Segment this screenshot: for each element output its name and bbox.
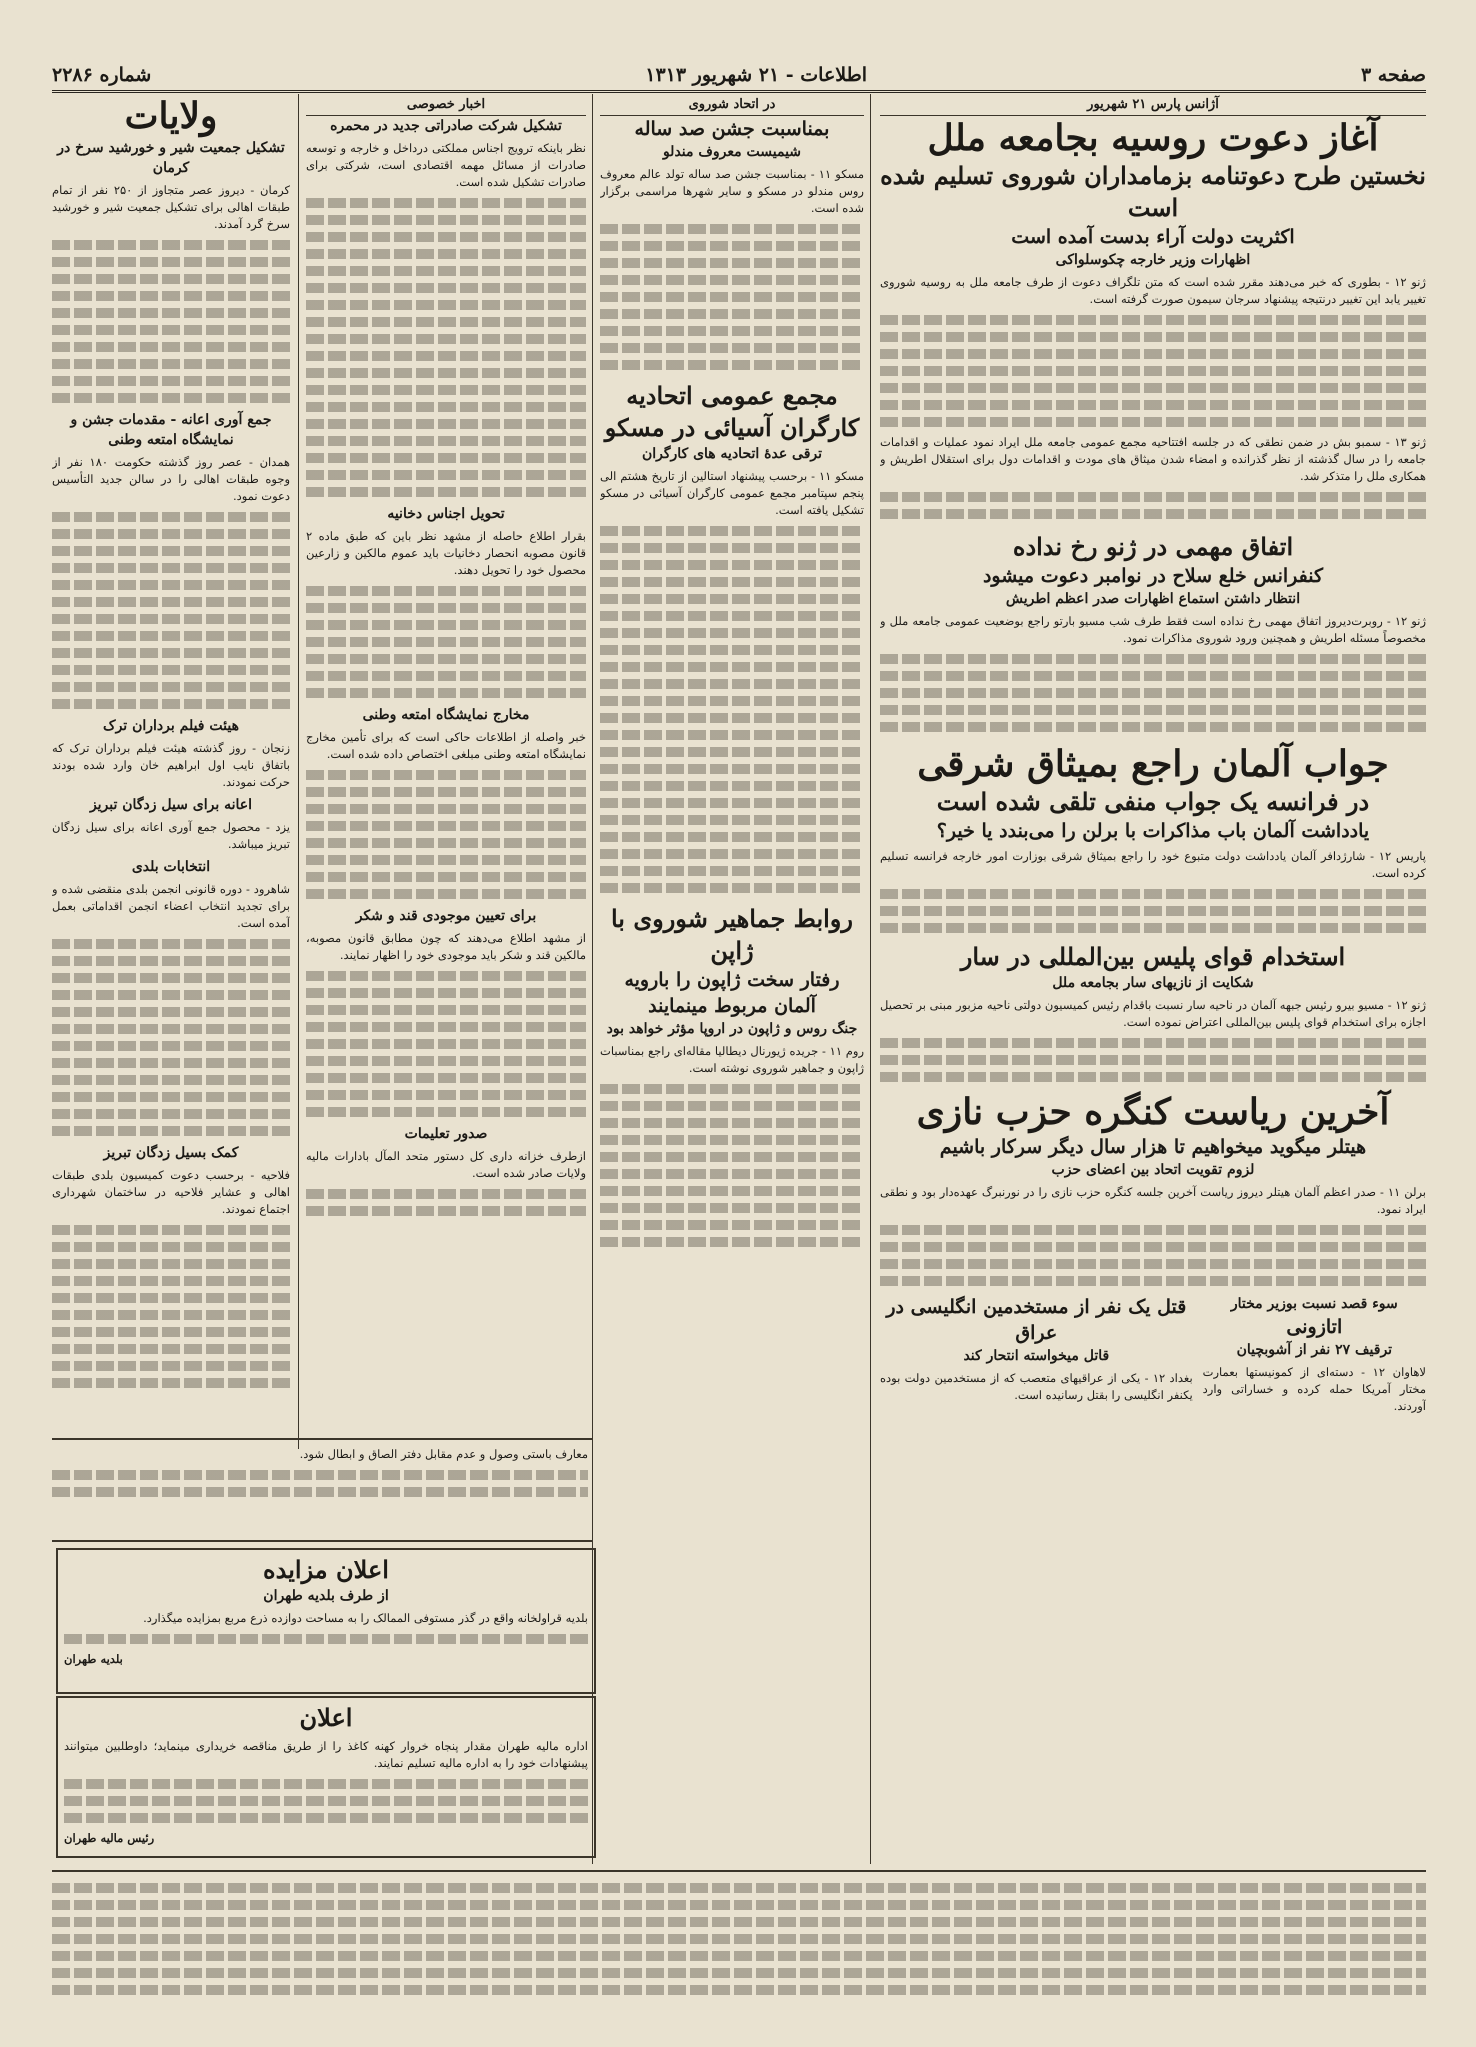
germany-headline: جواب آلمان راجع بمیثاق شرقی <box>917 743 1389 785</box>
japan-subheadline: رفتار سخت ژاپون را بارویه <box>624 969 840 991</box>
bottom-continuation <box>52 1876 1426 2026</box>
date-line: اطلاعات - ۲۱ شهریور ۱۳۱۳ <box>645 64 868 86</box>
special-headline: مخارج نمایشگاه امتعه وطنی <box>362 707 530 723</box>
column-rule <box>870 94 871 1864</box>
japan-subheadline: جنگ روس و ژاپون در اروپا مؤثر خواهد بود <box>606 1021 858 1037</box>
masthead <box>52 52 1426 93</box>
attack-body: لاهاوان ۱۲ - دسته‌ای از کمونیستها بعمارت مختار آمریکا حمله کرده و خساراتی وارد آوردند. <box>1202 1365 1426 1413</box>
lead-column <box>880 94 1426 1864</box>
iraq-story <box>880 1294 1193 1419</box>
notice-rule <box>52 1438 592 1440</box>
germany-subheadline: یادداشت آلمان باب مذاکرات با برلن را می‌بندد یا خیر؟ <box>936 820 1370 842</box>
special-body: نظر باینکه ترویج اجناس مملکتی درداخل و خارجه و توسعه صادرات از مسائل مهمه اقتصادی است، شرکتی برای صادرات تشکیل شده است. <box>306 141 586 189</box>
province-body: فلاحیه - برحسب دعوت کمیسیون بلدی طبقات اهالی و عشایر فلاحیه در ساختمان شهرداری اجتماع نمودند. <box>52 1168 290 1216</box>
germany-body: پاریس ۱۲ - شارژدافر آلمان یادداشت دولت متبوع خود را راجع بمیثاق شرقی بوزارت امور خارجه فرانسه تسلیم کرده است. <box>880 849 1426 880</box>
attack-subheadline: اتازونی <box>1286 1316 1343 1338</box>
congress-subheadline: ترقی عدهٔ اتحادیه های کارگران <box>641 446 823 462</box>
notice-body: اداره مالیه طهران مقدار پنجاه خروار کهنه کاغذ را از طریق مناقصه خریداری مینماید؛ داوطلبین میتوانند پیشنهادات خود را به اداره مالیه تسلیم نمایند. <box>64 1739 588 1770</box>
lead-body: ژنو ۱۳ - سمبو بش در ضمن نطقی که در جلسه افتتاحیه مجمع عمومی جامعه ملل ایراد نمود عملیات و اقدامات جامعه را در سال گذشته از نظر گذرانده و امضاء شدن میثاق های مودت و اقدامات دول برای استقلال اطریش و همکاری ملل را متذکر شد. <box>880 435 1426 483</box>
lead-subheadline: نخستین طرح دعوتنامه بزمامداران شوروی تسلیم شده است <box>880 161 1426 222</box>
attack-headline: سوء قصد نسبت بوزیر مختار <box>1230 1296 1398 1312</box>
special-headline: تشکیل شرکت صادراتی جدید در محمره <box>330 118 562 134</box>
nazi-body: برلن ۱۱ - صدر اعظم آلمان هیتلر دیروز ریاست آخرین جلسه کنگره حزب نازی را در نورنبرگ عهده‌دار بود و نطقی ایراد نمود. <box>880 1185 1426 1216</box>
notice <box>56 1696 596 1858</box>
congress-body: مسکو ۱۱ - برحسب پیشنهاد استالین از تاریخ هشتم الی پنجم سپتامبر مجمع عمومی کارگران آسیائی در مسکو تشکیل یافته است. <box>600 469 864 517</box>
geneva-note: انتظار داشتن استماع اظهارات صدر اعظم اطریش <box>1005 591 1301 607</box>
lead-body: ژنو ۱۲ - بطوری که خبر می‌دهند مقرر شده است که متن تلگراف دعوت از طرف جامعه ملل به روسیه شوروی تغییر یابد این تغییر درنتیجه پیشنهاد سرجان سیمون صورت گرفته است. <box>880 275 1426 306</box>
geneva-subheadline: کنفرانس خلع سلاح در نوامبر دعوت میشود <box>982 565 1324 587</box>
province-body: زنجان - روز گذشته هیئت فیلم برداران ترک که باتفاق نایب اول ابراهیم خان وارد شده بودند حرکت نمودند. <box>52 741 290 789</box>
japan-subheadline: آلمان مربوط مینمایند <box>648 995 816 1017</box>
province-body: شاهرود - دوره قانونی انجمن بلدی منقضی شده و برای تجدید انتخاب اعضاء انجمن اقداماتی بعمل آمده است. <box>52 882 290 930</box>
special-body: از مشهد اطلاع می‌دهند که چون مطابق قانون مصوبه، مالکین قند و شکر باید موجودی خود را اظهار نمایند. <box>306 931 586 962</box>
province-headline: هیئت فیلم برداران ترک <box>103 718 239 734</box>
lead-subheadline: اکثریت دولت آراء بدست آمده است <box>1011 226 1295 248</box>
province-headline: تشکیل جمعیت شیر و خورشید سرخ در کرمان <box>57 140 285 176</box>
section-label: آژانس پارس ۲۱ شهریور <box>880 94 1426 116</box>
saar-subheadline: شکایت از نازیهای سار بجامعه ملل <box>1052 975 1254 991</box>
attack-story <box>1203 1294 1426 1419</box>
auction-footer: بلدیه طهران <box>64 1652 123 1666</box>
geneva-headline: اتفاق مهمی در ژنو رخ نداده <box>1012 532 1294 561</box>
special-news-column <box>306 94 586 1434</box>
section-label: اخبار خصوصی <box>306 94 586 116</box>
page-number: صفحه ۳ <box>1360 64 1426 86</box>
auction-subtitle: از طرف بلدیه طهران <box>263 1588 389 1604</box>
notice-small-body: معارف باستی وصول و عدم مقابل دفتر الصاق و ابطال شود. <box>299 1447 588 1461</box>
province-headline: کمک بسیل زدگان تبریز <box>103 1145 239 1161</box>
japan-headline: روابط جماهیر شوروی با ژاپن <box>610 904 853 965</box>
province-body: یزد - محصول جمع آوری اعانه برای سیل زدگان تبریز میباشد. <box>52 820 290 851</box>
bottom-rule <box>52 1870 1426 1872</box>
nazi-subheadline: هیتلر میگوید میخواهیم تا هزار سال دیگر سرکار باشیم <box>939 1136 1367 1158</box>
jubilee-headline: بمناسبت جشن صد ساله <box>634 118 830 140</box>
notice-rule <box>52 1540 592 1542</box>
saar-body: ژنو ۱۲ - مسیو بیرو رئیس جبهه آلمان در ناحیه سار نسبت باقدام رئیس کمیسیون دولتی ناحیه مزبور مبنی بر تحصیل اجازه برای استخدام قوای پلیس بین‌المللی اعتراض نموده است. <box>880 998 1426 1029</box>
auction-body: بلدیه قراولخانه واقع در گذر مستوفی الممالک را به مساحت دوازده ذرع مربع بمزایده میگذارد. <box>143 1611 588 1625</box>
notice-footer: رئیس مالیه طهران <box>64 1831 155 1845</box>
iraq-subheadline: قاتل میخواسته انتحار کند <box>963 1348 1110 1364</box>
special-headline: صدور تعلیمات <box>404 1126 488 1142</box>
special-body: بقرار اطلاع حاصله از مشهد نظر باین که طبق ماده ۲ قانون مصوبه انحصار دخانیات باید عموم مالکین و زارعین محصول خود را تحویل دهند. <box>306 529 586 577</box>
soviet-column <box>600 94 864 1864</box>
lead-headline: آغاز دعوت روسیه بجامعه ملل <box>927 117 1379 159</box>
jubilee-body: مسکو ۱۱ - بمناسبت جشن صد ساله تولد عالم معروف روس مندلو در مسکو و سایر شهرها مراسمی برگزار شده است. <box>600 167 864 215</box>
province-headline: جمع آوری اعانه - مقدمات جشن و نمایشگاه امتعه وطنی <box>70 412 272 448</box>
special-headline: برای تعیین موجودی قند و شکر <box>355 908 537 924</box>
auction-title: اعلان مزایده <box>263 1555 389 1584</box>
nazi-headline: آخرین ریاست کنگره حزب نازی <box>916 1091 1390 1133</box>
geneva-body: ژنو ۱۲ - روبرت‌دیروز اتفاق مهمی رخ نداده است فقط طرف شب مسیو بارتو راجع بوضعیت عمومی جامعه ملل و مخصوصاً مسئله اطریش و همچنین ورود شوروی مذاکرات نمود. <box>880 614 1426 645</box>
provinces-title: ولایات <box>124 95 218 137</box>
province-headline: انتخابات بلدی <box>131 859 211 875</box>
congress-headline: مجمع عمومی اتحادیه کارگران آسیائی در مسکو <box>604 381 860 442</box>
province-headline: اعانه برای سیل زدگان تبریز <box>89 797 253 813</box>
special-body: خبر واصله از اطلاعات حاکی است که برای تأمین مخارج نمایشگاه امتعه وطنی مبلغی اختصاص داده شده است. <box>306 730 586 761</box>
attack-note: ترقیف ۲۷ نفر از آشوبچیان <box>1236 1342 1393 1358</box>
jubilee-subheadline: شیمیست معروف مندلو <box>662 144 802 160</box>
auction-notice <box>56 1548 596 1694</box>
special-headline: تحویل اجناس دخانیه <box>387 506 505 522</box>
province-body: همدان - عصر روز گذشته حکومت ۱۸۰ نفر از وجوه طبقات اهالی را در سالن جدید التأسیس دعوت نمود. <box>52 455 290 503</box>
nazi-subheadline: لزوم تقویت اتحاد بین اعضای حزب <box>1051 1162 1255 1178</box>
notice-small <box>52 1442 588 1502</box>
province-body: کرمان - دیروز عصر متجاوز از ۲۵۰ نفر از تمام طبقات اهالی برای تشکیل جمعیت شیر و خورشید سرخ گرد آمدند. <box>52 183 290 231</box>
section-label: در اتحاد شوروی <box>600 94 864 116</box>
iraq-headline: قتل یک نفر از مستخدمین انگلیسی در عراق <box>886 1296 1187 1344</box>
special-body: ازطرف خزانه داری کل دستور متحد المآل بادارات مالیه ولایات صادر شده است. <box>306 1149 586 1180</box>
japan-body: روم ۱۱ - جریده ژیورنال دیطالیا مقاله‌ای راجع بمناسبات ژاپون و جماهیر شوروی نوشته است. <box>600 1044 864 1075</box>
issue-number: شماره ۲۲۸۶ <box>52 64 152 86</box>
germany-subheadline: در فرانسه یک جواب منفی تلقی شده است <box>936 787 1370 816</box>
provinces-column <box>52 94 290 1434</box>
lead-note: اظهارات وزیر خارجه چکوسلواکی <box>1055 252 1251 268</box>
column-rule <box>298 94 299 1449</box>
iraq-body: بغداد ۱۲ - یکی از عراقیهای متعصب که از مستخدمین دولت بوده یکنفر انگلیسی را بقتل رسانیده است. <box>880 1371 1193 1402</box>
saar-headline: استخدام قوای پلیس بین‌المللی در سار <box>960 942 1346 971</box>
notice-title: اعلان <box>299 1703 353 1732</box>
